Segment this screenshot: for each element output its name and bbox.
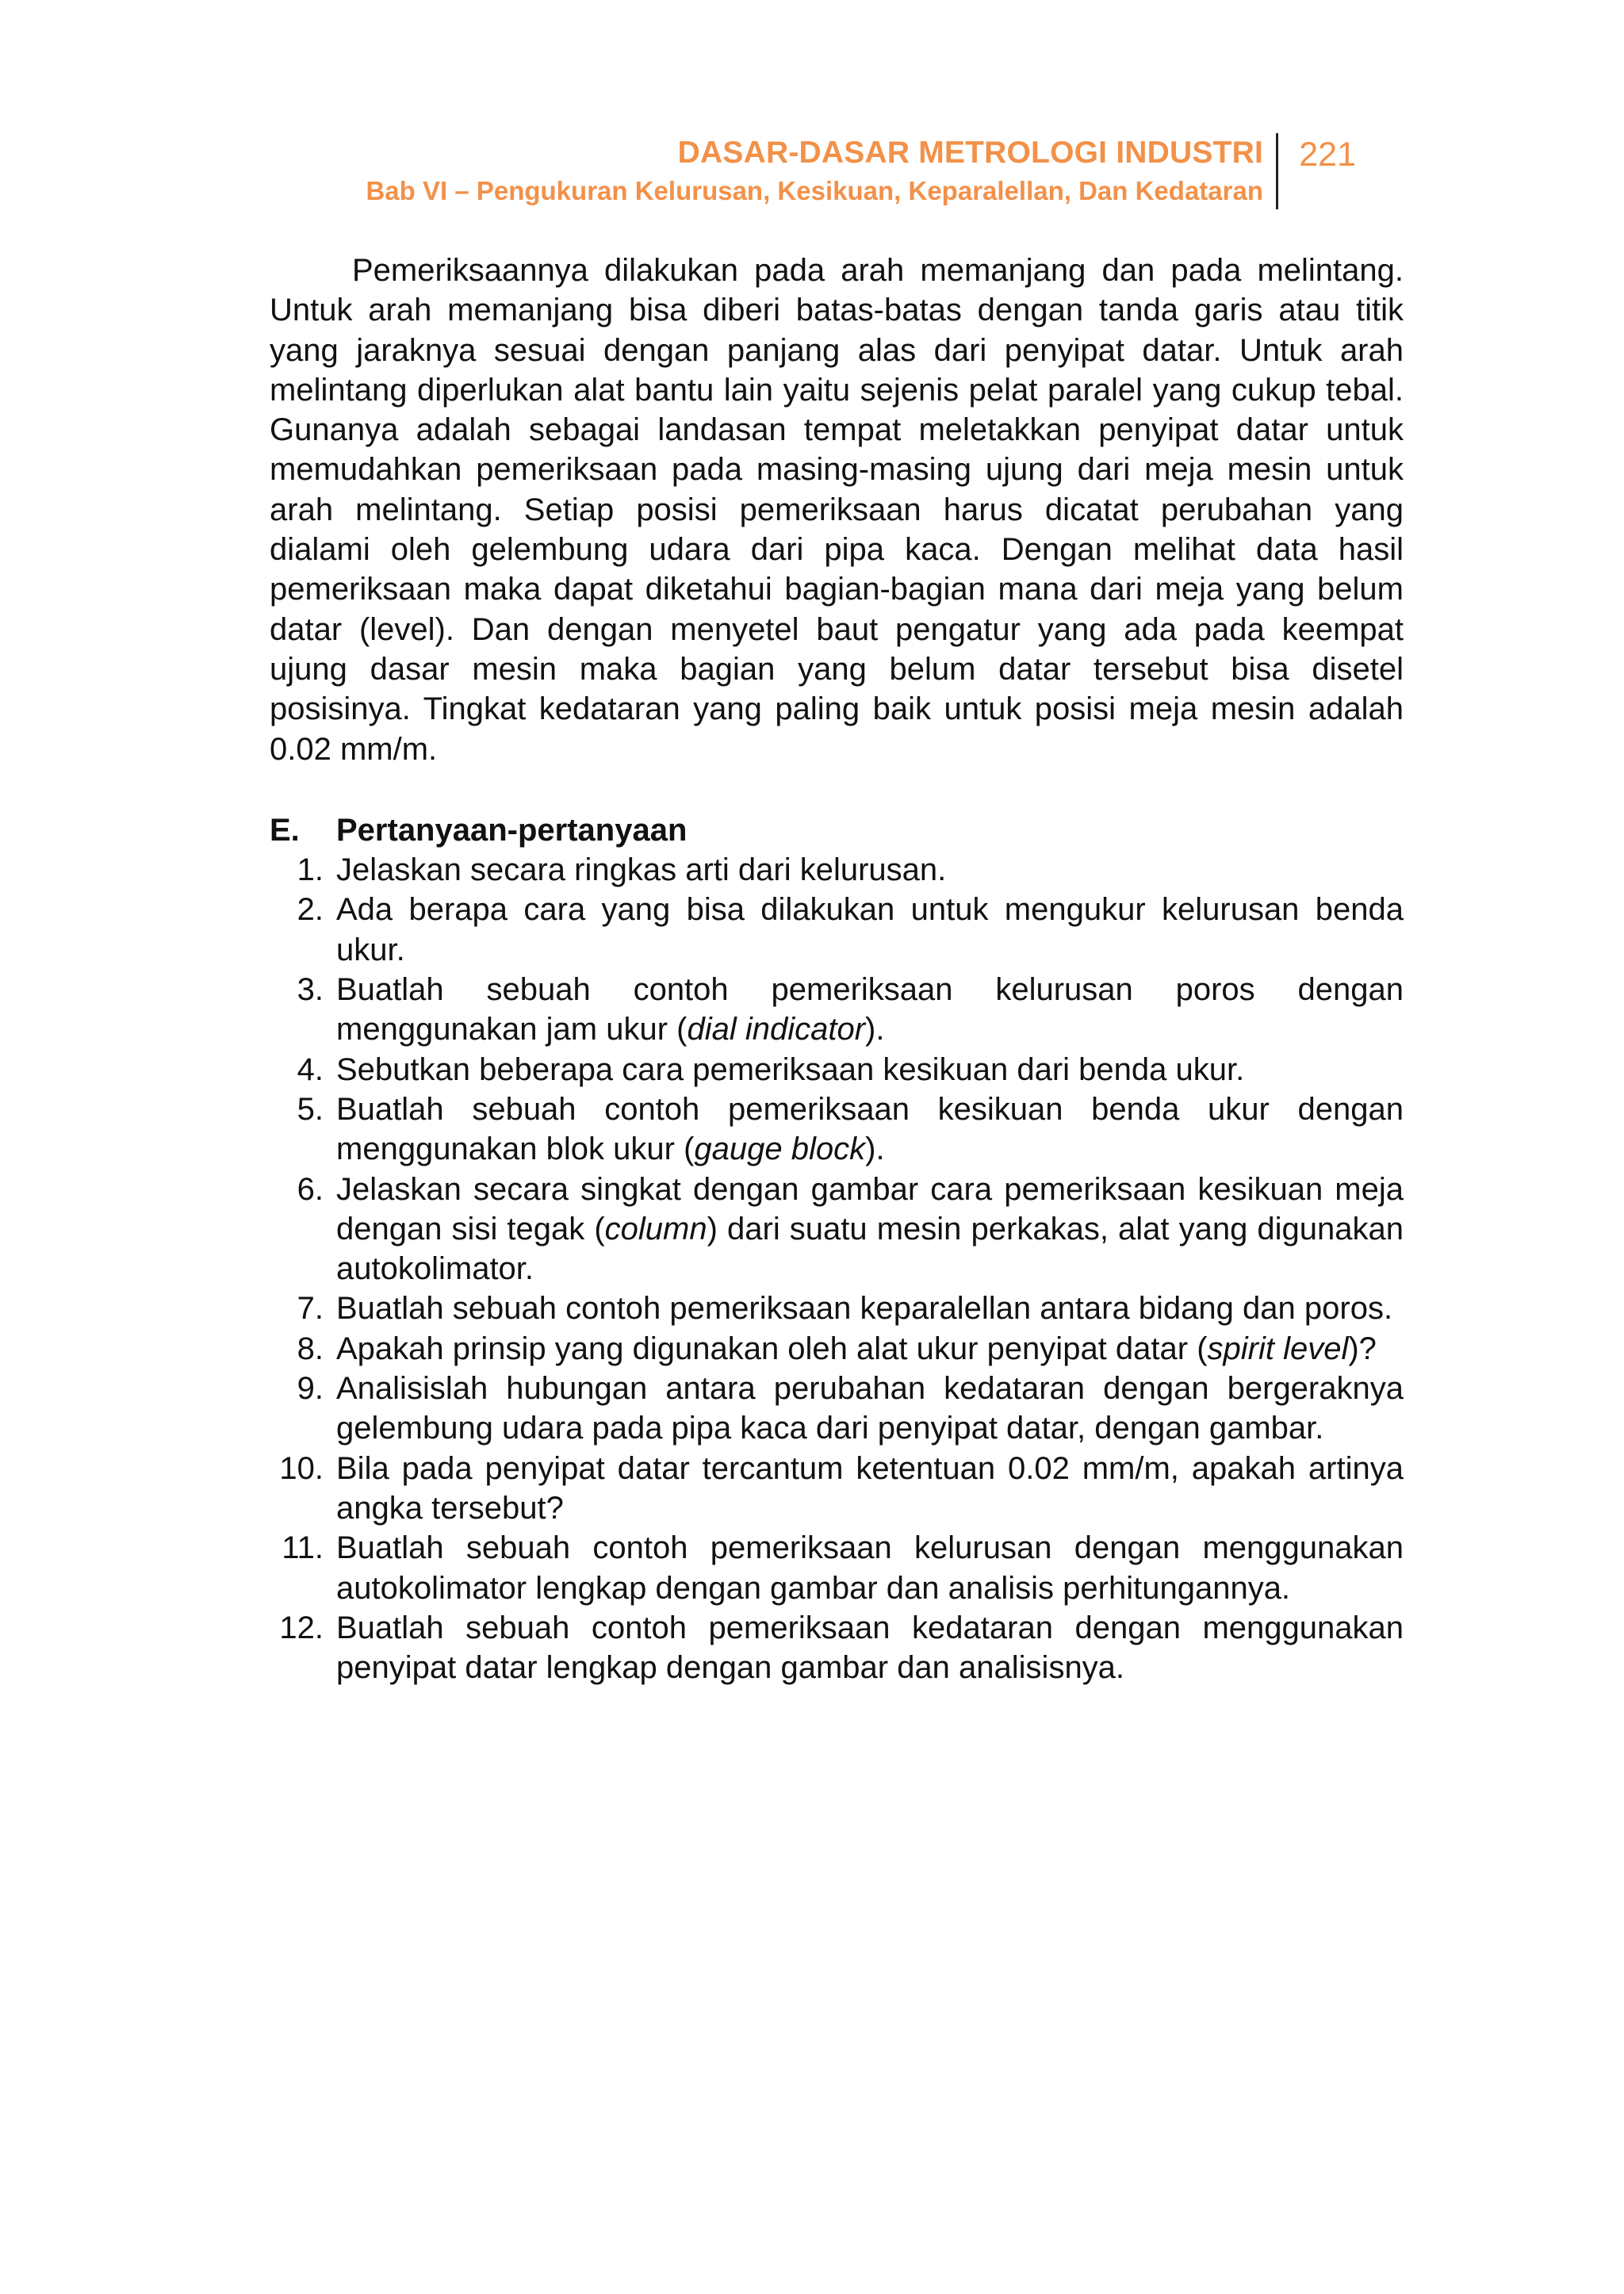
question-number: 10.	[279, 1450, 324, 1486]
header-titles	[366, 133, 1263, 209]
question-text-segment: Jelaskan secara singkat dengan gambar cara pemeriksaan kesikuan meja dengan sisi tegak (	[336, 1171, 1404, 1247]
question-text	[336, 1329, 1404, 1369]
question-text-segment: Buatlah sebuah contoh pemeriksaan kedataran dengan menggunakan penyipat datar lengkap dengan gambar dan analisisnya.	[336, 1610, 1404, 1686]
question-text-segment: Buatlah sebuah contoh pemeriksaan kelurusan dengan menggunakan autokolimator lengkap dengan gambar dan analisis perhitungannya.	[336, 1530, 1404, 1606]
question-text	[336, 890, 1404, 970]
question-text-segment: )?	[1348, 1331, 1377, 1366]
question-item	[270, 1170, 1404, 1289]
question-text-segment: Buatlah sebuah contoh pemeriksaan keparalellan antara bidang dan poros.	[336, 1291, 1393, 1327]
question-text-segment: Bila pada penyipat datar tercantum ketentuan 0.02 mm/m, apakah artinya angka tersebut?	[336, 1450, 1404, 1526]
question-text	[336, 1050, 1404, 1090]
question-text	[336, 1449, 1404, 1529]
question-text-segment: Ada berapa cara yang bisa dilakukan untuk mengukur kelurusan benda ukur.	[336, 892, 1404, 967]
question-item	[270, 1608, 1404, 1688]
question-number: 12.	[279, 1610, 324, 1645]
question-item	[270, 850, 1404, 890]
page-number: 221	[1299, 136, 1356, 174]
book-title: DASAR-DASAR METROLOGI INDUSTRI	[677, 136, 1263, 170]
question-text-segment: Buatlah sebuah contoh pemeriksaan kesikuan benda ukur dengan menggunakan blok ukur (	[336, 1091, 1404, 1167]
question-item	[270, 1449, 1404, 1529]
question-text-segment: Sebutkan beberapa cara pemeriksaan kesikuan dari benda ukur.	[336, 1051, 1245, 1087]
question-text	[336, 1170, 1404, 1289]
question-text-segment: ) dari suatu mesin perkakas, alat yang digunakan autokolimator.	[336, 1211, 1404, 1287]
question-number: 2.	[297, 892, 324, 928]
page-content	[270, 251, 1404, 1687]
question-text-segment: ).	[865, 1132, 885, 1167]
question-text-segment: Jelaskan secara ringkas arti dari kelurusan.	[336, 852, 947, 888]
question-text-segment: Analisislah hubungan antara perubahan kedataran dengan bergeraknya gelembung udara pada pipa kaca dari penyipat datar, dengan gambar.	[336, 1371, 1404, 1446]
italic-term: gauge block	[694, 1132, 866, 1167]
question-item	[270, 890, 1404, 970]
question-item	[270, 970, 1404, 1050]
header-divider	[1276, 133, 1278, 209]
section-heading	[270, 810, 1404, 850]
question-item	[270, 1369, 1404, 1449]
question-number: 9.	[297, 1371, 324, 1407]
question-text-segment: Apakah prinsip yang digunakan oleh alat ukur penyipat datar (	[336, 1331, 1208, 1366]
question-text	[336, 1528, 1404, 1608]
question-number: 7.	[297, 1291, 324, 1327]
section-title: Pertanyaan-pertanyaan	[336, 812, 688, 848]
question-text	[336, 1090, 1404, 1170]
question-item	[270, 1050, 1404, 1090]
question-text-segment: ).	[865, 1012, 885, 1047]
question-number: 8.	[297, 1331, 324, 1366]
italic-term: spirit level	[1207, 1331, 1349, 1366]
body-paragraph: Pemeriksaannya dilakukan pada arah memanjang dan pada melintang. Untuk arah memanjang bisa diberi batas-batas dengan tanda garis atau titik yang jaraknya sesuai dengan panjang alas dari penyipat datar. Untuk arah melintang diperlukan alat bantu lain yaitu sejenis pelat paralel yang cukup tebal. Gunanya adalah sebagai landasan tempat meletakkan penyipat datar untuk memudahkan pemeriksaan pada masing-masing ujung dari meja mesin untuk arah melintang. Setiap posisi pemeriksaan harus dicatat perubahan yang dialami oleh gelembung udara dari pipa kaca. Dengan melihat data hasil pemeriksaan maka dapat diketahui bagian-bagian mana dari meja yang belum datar (level). Dan dengan menyetel baut pengatur yang ada pada keempat ujung dasar mesin maka bagian yang belum datar tersebut bisa disetel posisinya. Tingkat kedataran yang paling baik untuk posisi meja mesin adalah 0.02 mm/m.	[270, 253, 1404, 767]
page-header	[270, 133, 1356, 213]
section-letter: E.	[270, 812, 300, 848]
italic-term: column	[604, 1211, 707, 1247]
question-number: 6.	[297, 1171, 324, 1207]
question-list	[270, 850, 1404, 1687]
question-item	[270, 1289, 1404, 1328]
question-text	[336, 850, 1404, 890]
question-item	[270, 1528, 1404, 1608]
question-number: 5.	[297, 1091, 324, 1127]
question-text	[336, 1369, 1404, 1449]
question-item	[270, 1329, 1404, 1369]
question-text	[336, 1608, 1404, 1688]
question-number: 4.	[297, 1051, 324, 1087]
question-item	[270, 1090, 1404, 1170]
chapter-title: Bab VI – Pengukuran Kelurusan, Kesikuan, Keparalellan, Dan Kedataran	[366, 176, 1263, 205]
question-text	[336, 1289, 1404, 1328]
question-text-segment: Buatlah sebuah contoh pemeriksaan kelurusan poros dengan menggunakan jam ukur (	[336, 972, 1404, 1047]
question-number: 11.	[282, 1530, 324, 1566]
question-number: 1.	[297, 852, 324, 888]
question-text	[336, 970, 1404, 1050]
question-number: 3.	[297, 972, 324, 1008]
italic-term: dial indicator	[687, 1012, 866, 1047]
